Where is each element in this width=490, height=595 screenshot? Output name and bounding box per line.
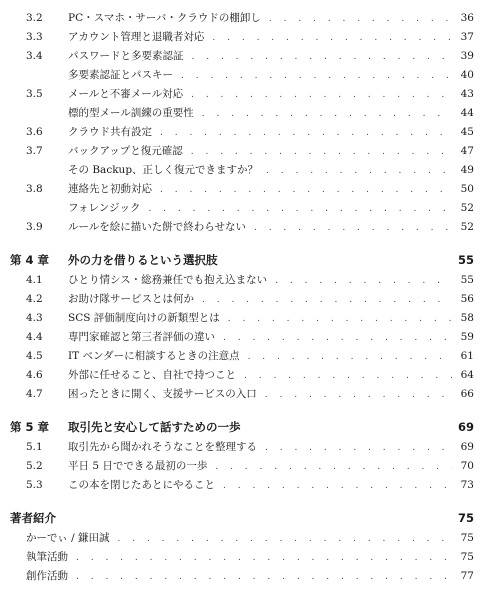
toc-entry[interactable] xyxy=(0,85,490,103)
toc-entry[interactable] xyxy=(0,199,490,217)
leader-dots xyxy=(223,477,452,495)
page-number: 47 xyxy=(460,145,474,157)
page-number: 55 xyxy=(460,274,474,286)
toc-entry[interactable] xyxy=(0,548,490,566)
toc-entry[interactable] xyxy=(0,123,490,141)
leader-dots xyxy=(202,105,452,123)
leader-dots xyxy=(269,10,452,28)
chapter-label: 第 5 章 xyxy=(10,420,50,434)
section-number: 3.5 xyxy=(26,88,43,100)
chapter-page: 55 xyxy=(457,253,474,267)
section-number: 4.6 xyxy=(26,369,43,381)
toc-entry[interactable] xyxy=(0,309,490,327)
section-number: 5.2 xyxy=(26,460,43,472)
section-number: 3.3 xyxy=(26,31,43,43)
section-title: その Backup、正しく復元できますか？ xyxy=(68,164,259,176)
author-item-title: かーでぃ / 鎌田誠 xyxy=(26,532,110,544)
page-number: 45 xyxy=(460,126,474,138)
section-title: 困ったときに開く、支援サービスの入口 xyxy=(68,388,257,400)
author-item-title: 創作活動 xyxy=(26,570,68,582)
section-title: 多要素認証とパスキー xyxy=(68,69,173,81)
section-title: 連絡先と初動対応 xyxy=(68,183,152,195)
leader-dots xyxy=(191,86,452,104)
leader-dots xyxy=(76,568,452,586)
leader-dots xyxy=(181,67,452,85)
leader-dots xyxy=(160,124,452,142)
toc-entry[interactable] xyxy=(0,66,490,84)
toc-entry[interactable] xyxy=(0,104,490,122)
section-title: SCS 評価制度向けの新類型とは xyxy=(68,312,220,324)
toc-entry[interactable] xyxy=(0,328,490,346)
page-number: 61 xyxy=(460,350,474,362)
page-number: 56 xyxy=(460,293,474,305)
section-title: フォレンジック xyxy=(68,202,141,214)
leader-dots xyxy=(265,386,452,404)
chapter-label: 第 4 章 xyxy=(10,253,50,267)
page-number: 50 xyxy=(460,183,474,195)
leader-dots xyxy=(191,143,452,161)
page-number: 59 xyxy=(460,331,474,343)
toc-entry[interactable] xyxy=(0,271,490,289)
section-title: 外部に任せること、自社で持つこと xyxy=(68,369,236,381)
leader-dots xyxy=(254,219,452,237)
section-title: クラウド共有設定 xyxy=(68,126,152,138)
section-number: 3.8 xyxy=(26,183,43,195)
author-page: 75 xyxy=(457,511,474,525)
page-number: 44 xyxy=(460,107,474,119)
toc-entry[interactable] xyxy=(0,218,490,236)
section-number: 4.2 xyxy=(26,293,43,305)
page-number: 40 xyxy=(460,69,474,81)
leader-dots xyxy=(160,181,452,199)
toc-entry[interactable] xyxy=(0,28,490,46)
page-number: 69 xyxy=(460,441,474,453)
page-number: 70 xyxy=(460,460,474,472)
section-number: 3.4 xyxy=(26,50,43,62)
leader-dots xyxy=(212,29,452,47)
chapter-heading[interactable] xyxy=(0,250,490,270)
leader-dots xyxy=(76,549,452,567)
chapter-title: 外の力を借りるという選択肢 xyxy=(68,253,218,267)
section-number: 3.2 xyxy=(26,12,43,24)
section-title: PC・スマホ・サーバ・クラウドの棚卸し xyxy=(68,12,261,24)
leader-dots xyxy=(228,310,452,328)
page-number: 43 xyxy=(460,88,474,100)
section-number: 4.7 xyxy=(26,388,43,400)
chapter-title: 取引先と安心して話すための一歩 xyxy=(68,420,241,434)
chapter-page: 69 xyxy=(457,420,474,434)
section-title: パスワードと多要素認証 xyxy=(68,50,184,62)
toc-entry[interactable] xyxy=(0,180,490,198)
section-number: 3.6 xyxy=(26,126,43,138)
section-title: 平日 5 日でできる最初の一歩 xyxy=(68,460,208,472)
leader-dots xyxy=(248,348,452,366)
page-number: 49 xyxy=(460,164,474,176)
page-number: 52 xyxy=(460,221,474,233)
section-title: 専門家確認と第三者評価の違い xyxy=(68,331,215,343)
leader-dots xyxy=(202,291,452,309)
section-title: アカウント管理と退職者対応 xyxy=(68,31,205,43)
page-number: 75 xyxy=(460,551,474,563)
leader-dots xyxy=(266,162,452,180)
author-heading[interactable] xyxy=(0,508,490,528)
leader-dots xyxy=(275,272,452,290)
toc-entry[interactable] xyxy=(0,366,490,384)
page-number: 73 xyxy=(460,479,474,491)
toc-entry[interactable] xyxy=(0,385,490,403)
section-title: 標的型メール訓練の重要性 xyxy=(68,107,194,119)
section-number: 4.3 xyxy=(26,312,43,324)
toc-entry[interactable] xyxy=(0,457,490,475)
section-number: 3.7 xyxy=(26,145,43,157)
section-title: メールと不審メール対応 xyxy=(68,88,184,100)
leader-dots xyxy=(192,48,453,66)
section-number: 4.1 xyxy=(26,274,43,286)
toc-entry[interactable] xyxy=(0,9,490,27)
page-number: 66 xyxy=(460,388,474,400)
toc-entry[interactable] xyxy=(0,161,490,179)
section-title: ルールを絵に描いた餅で終わらせない xyxy=(68,221,246,233)
toc-entry[interactable] xyxy=(0,47,490,65)
toc-entry[interactable] xyxy=(0,529,490,547)
page-number: 39 xyxy=(460,50,474,62)
page-number: 52 xyxy=(460,202,474,214)
section-number: 3.9 xyxy=(26,221,43,233)
toc-entry[interactable] xyxy=(0,142,490,160)
page-number: 77 xyxy=(460,570,474,582)
section-title: 取引先から聞かれそうなことを整理する xyxy=(68,441,257,453)
leader-dots xyxy=(118,530,452,548)
toc-entry[interactable] xyxy=(0,438,490,456)
section-title: IT ベンダーに相談するときの注意点 xyxy=(68,350,240,362)
leader-dots xyxy=(148,200,452,218)
leader-dots xyxy=(215,458,452,476)
section-title: バックアップと復元確認 xyxy=(68,145,183,157)
section-title: お助け隊サービスとは何か xyxy=(68,293,194,305)
toc-entry[interactable] xyxy=(0,347,490,365)
leader-dots xyxy=(223,329,452,347)
section-title: ひとり情シス・総務兼任でも抱え込まない xyxy=(68,274,268,286)
page-number: 64 xyxy=(460,369,474,381)
toc-entry[interactable] xyxy=(0,476,490,494)
toc-entry[interactable] xyxy=(0,290,490,308)
page-number: 36 xyxy=(460,12,474,24)
author-label: 著者紹介 xyxy=(10,511,56,525)
author-item-title: 執筆活動 xyxy=(26,551,68,563)
section-number: 5.1 xyxy=(26,441,43,453)
leader-dots xyxy=(244,367,452,385)
page-number: 37 xyxy=(460,31,474,43)
leader-dots xyxy=(265,439,452,457)
page-number: 75 xyxy=(460,532,474,544)
section-number: 5.3 xyxy=(26,479,43,491)
toc-entry[interactable] xyxy=(0,567,490,585)
section-number: 4.5 xyxy=(26,350,43,362)
section-number: 4.4 xyxy=(26,331,43,343)
section-title: この本を閉じたあとにやること xyxy=(68,479,215,491)
chapter-heading[interactable] xyxy=(0,417,490,437)
page-number: 58 xyxy=(460,312,474,324)
